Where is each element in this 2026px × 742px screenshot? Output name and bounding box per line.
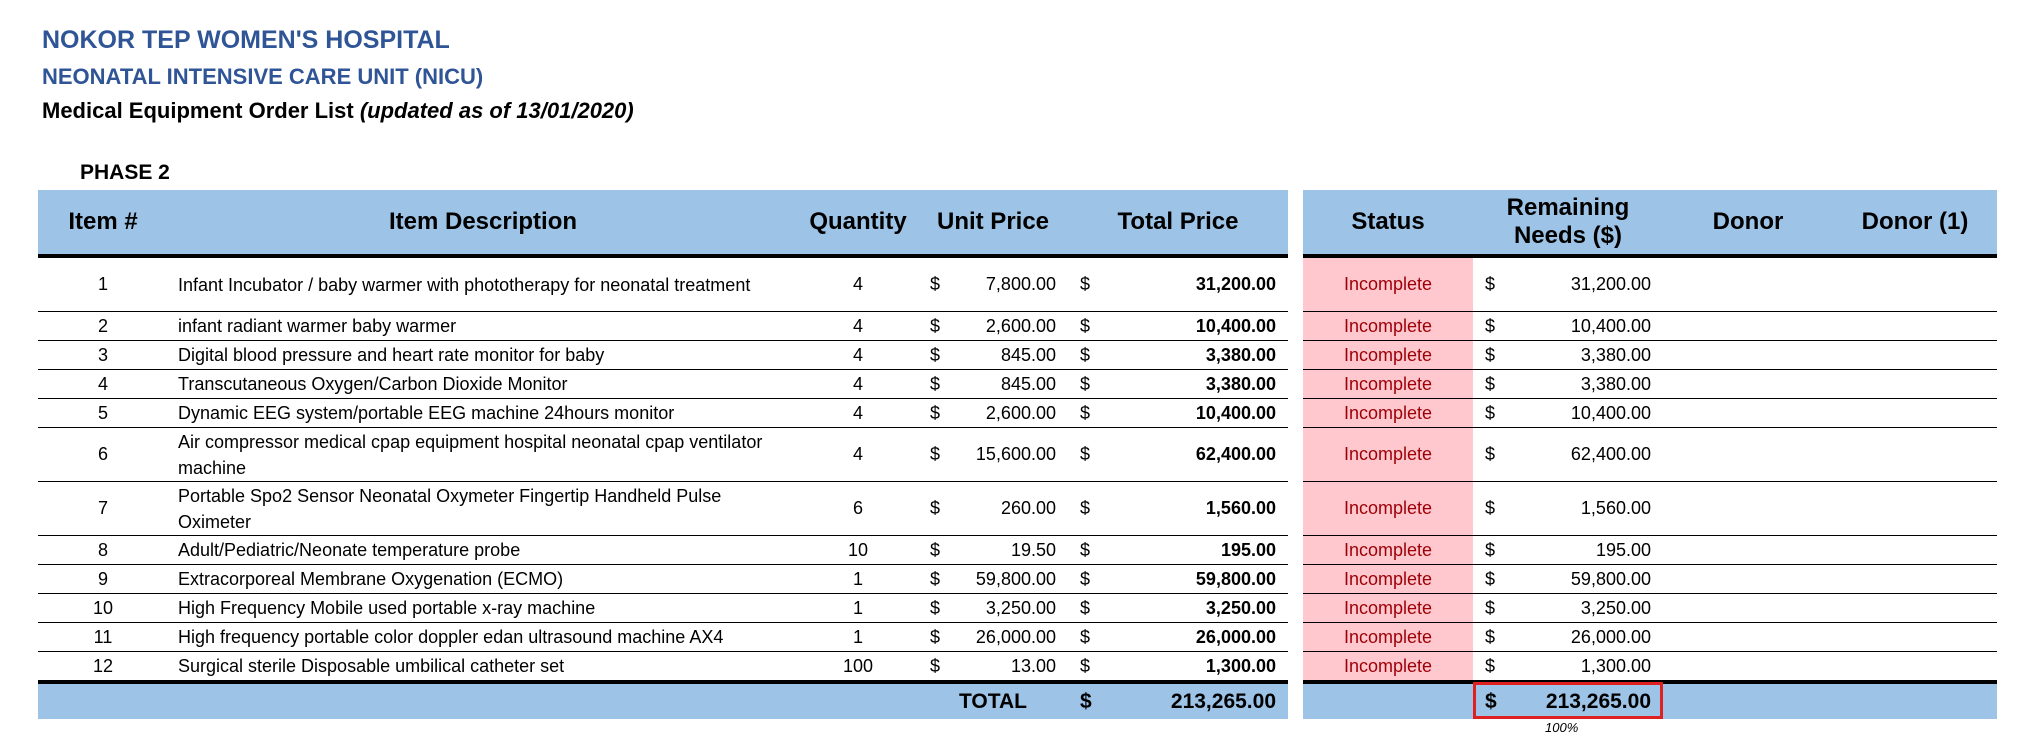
total-price: 3,380.00 bbox=[1104, 370, 1288, 399]
item-description: Infant Incubator / baby warmer with phototherapy for neonatal treatment bbox=[168, 256, 798, 312]
item-number: 8 bbox=[38, 536, 168, 565]
unit-price: 845.00 bbox=[954, 370, 1068, 399]
remaining-needs: 31,200.00 bbox=[1513, 256, 1663, 312]
col-item: Item # bbox=[38, 190, 168, 256]
table-row bbox=[38, 565, 1288, 594]
total-price-currency: $ bbox=[1068, 594, 1104, 623]
remaining-needs: 3,380.00 bbox=[1513, 370, 1663, 399]
remaining-currency: $ bbox=[1473, 312, 1513, 341]
item-quantity: 1 bbox=[798, 594, 918, 623]
status-row bbox=[1303, 652, 1997, 683]
item-number: 1 bbox=[38, 256, 168, 312]
table-row bbox=[38, 652, 1288, 683]
status-row bbox=[1303, 341, 1997, 370]
order-table bbox=[38, 190, 1288, 719]
remaining-currency: $ bbox=[1473, 428, 1513, 482]
remaining-currency: $ bbox=[1473, 594, 1513, 623]
donor1-cell bbox=[1833, 370, 1997, 399]
total-price-currency: $ bbox=[1068, 623, 1104, 652]
total-price-currency: $ bbox=[1068, 652, 1104, 683]
unit-price: 19.50 bbox=[954, 536, 1068, 565]
unit-price-currency: $ bbox=[918, 370, 954, 399]
status-row bbox=[1303, 623, 1997, 652]
unit-price: 2,600.00 bbox=[954, 399, 1068, 428]
donor1-cell bbox=[1833, 536, 1997, 565]
donor1-cell bbox=[1833, 623, 1997, 652]
remaining-total-currency: $ bbox=[1485, 689, 1497, 713]
donor1-cell bbox=[1833, 428, 1997, 482]
total-price: 26,000.00 bbox=[1104, 623, 1288, 652]
status-row bbox=[1303, 370, 1997, 399]
remaining-needs: 10,400.00 bbox=[1513, 312, 1663, 341]
donor-cell bbox=[1663, 399, 1833, 428]
col-description: Item Description bbox=[168, 190, 798, 256]
status-badge: Incomplete bbox=[1303, 312, 1473, 341]
item-number: 11 bbox=[38, 623, 168, 652]
unit-price: 3,250.00 bbox=[954, 594, 1068, 623]
col-status: Status bbox=[1303, 190, 1473, 256]
unit-price-currency: $ bbox=[918, 594, 954, 623]
item-quantity: 10 bbox=[798, 536, 918, 565]
donor1-cell bbox=[1833, 652, 1997, 683]
total-price-currency: $ bbox=[1068, 536, 1104, 565]
status-row bbox=[1303, 399, 1997, 428]
col-donor1: Donor (1) bbox=[1833, 190, 1997, 256]
status-badge: Incomplete bbox=[1303, 370, 1473, 399]
item-quantity: 1 bbox=[798, 623, 918, 652]
table-row bbox=[38, 594, 1288, 623]
total-row bbox=[38, 682, 1288, 719]
remaining-currency: $ bbox=[1473, 623, 1513, 652]
item-description: Extracorporeal Membrane Oxygenation (ECMO) bbox=[168, 565, 798, 594]
total-price: 59,800.00 bbox=[1104, 565, 1288, 594]
donor1-cell bbox=[1833, 482, 1997, 536]
unit-name: NEONATAL INTENSIVE CARE UNIT (NICU) bbox=[42, 64, 484, 89]
status-row bbox=[1303, 428, 1997, 482]
unit-price: 7,800.00 bbox=[954, 256, 1068, 312]
remaining-percent: 100% bbox=[1545, 720, 1579, 735]
item-description: Portable Spo2 Sensor Neonatal Oxymeter Fingertip Handheld Pulse Oximeter bbox=[168, 482, 798, 536]
unit-price: 260.00 bbox=[954, 482, 1068, 536]
donor-cell bbox=[1663, 623, 1833, 652]
col-total-price: Total Price bbox=[1068, 190, 1288, 256]
remaining-needs: 26,000.00 bbox=[1513, 623, 1663, 652]
item-description: Surgical sterile Disposable umbilical catheter set bbox=[168, 652, 798, 683]
item-description: Transcutaneous Oxygen/Carbon Dioxide Monitor bbox=[168, 370, 798, 399]
status-badge: Incomplete bbox=[1303, 594, 1473, 623]
donor-cell bbox=[1663, 428, 1833, 482]
unit-price-currency: $ bbox=[918, 312, 954, 341]
col-donor: Donor bbox=[1663, 190, 1833, 256]
table-row bbox=[38, 399, 1288, 428]
total-price-currency: $ bbox=[1068, 341, 1104, 370]
remaining-total-box bbox=[1473, 682, 1663, 719]
remaining-currency: $ bbox=[1473, 399, 1513, 428]
list-title bbox=[42, 98, 634, 124]
remaining-needs: 195.00 bbox=[1513, 536, 1663, 565]
phase-label: PHASE 2 bbox=[80, 161, 170, 184]
donor1-cell bbox=[1833, 399, 1997, 428]
item-quantity: 6 bbox=[798, 482, 918, 536]
unit-price-currency: $ bbox=[918, 428, 954, 482]
total-price: 31,200.00 bbox=[1104, 256, 1288, 312]
col-remaining-line1: Remaining bbox=[1506, 194, 1630, 221]
unit-price-currency: $ bbox=[918, 536, 954, 565]
remaining-currency: $ bbox=[1473, 482, 1513, 536]
col-remaining bbox=[1473, 190, 1663, 256]
item-quantity: 1 bbox=[798, 565, 918, 594]
unit-price-currency: $ bbox=[918, 565, 954, 594]
remaining-currency: $ bbox=[1473, 652, 1513, 683]
unit-price-currency: $ bbox=[918, 399, 954, 428]
status-badge: Incomplete bbox=[1303, 256, 1473, 312]
status-badge: Incomplete bbox=[1303, 428, 1473, 482]
total-price: 195.00 bbox=[1104, 536, 1288, 565]
item-description: Digital blood pressure and heart rate monitor for baby bbox=[168, 341, 798, 370]
donor1-cell bbox=[1833, 565, 1997, 594]
item-description: Air compressor medical cpap equipment hospital neonatal cpap ventilator machine bbox=[168, 428, 798, 482]
donor1-cell bbox=[1833, 256, 1997, 312]
item-quantity: 100 bbox=[798, 652, 918, 683]
item-quantity: 4 bbox=[798, 341, 918, 370]
status-badge: Incomplete bbox=[1303, 341, 1473, 370]
total-price-currency: $ bbox=[1068, 399, 1104, 428]
donor-cell bbox=[1663, 256, 1833, 312]
table-row bbox=[38, 482, 1288, 536]
total-price-currency: $ bbox=[1068, 428, 1104, 482]
remaining-needs: 1,560.00 bbox=[1513, 482, 1663, 536]
remaining-currency: $ bbox=[1473, 536, 1513, 565]
col-remaining-line2: Needs ($) bbox=[1513, 222, 1623, 249]
unit-price: 26,000.00 bbox=[954, 623, 1068, 652]
item-description: High frequency portable color doppler edan ultrasound machine AX4 bbox=[168, 623, 798, 652]
remaining-needs: 1,300.00 bbox=[1513, 652, 1663, 683]
total-price-currency: $ bbox=[1068, 370, 1104, 399]
unit-price-currency: $ bbox=[918, 256, 954, 312]
status-row bbox=[1303, 536, 1997, 565]
item-quantity: 4 bbox=[798, 256, 918, 312]
item-quantity: 4 bbox=[798, 399, 918, 428]
item-description: Adult/Pediatric/Neonate temperature probe bbox=[168, 536, 798, 565]
order-table-header bbox=[38, 190, 1288, 256]
status-badge: Incomplete bbox=[1303, 536, 1473, 565]
donor1-cell bbox=[1833, 312, 1997, 341]
remaining-currency: $ bbox=[1473, 256, 1513, 312]
status-row bbox=[1303, 482, 1997, 536]
donor-cell bbox=[1663, 565, 1833, 594]
table-row bbox=[38, 623, 1288, 652]
donor-cell bbox=[1663, 341, 1833, 370]
table-row bbox=[38, 341, 1288, 370]
donor-cell bbox=[1663, 370, 1833, 399]
table-row bbox=[38, 370, 1288, 399]
item-number: 5 bbox=[38, 399, 168, 428]
remaining-currency: $ bbox=[1473, 565, 1513, 594]
total-price-currency: $ bbox=[1068, 565, 1104, 594]
donor-cell bbox=[1663, 652, 1833, 683]
unit-price: 2,600.00 bbox=[954, 312, 1068, 341]
donor-cell bbox=[1663, 536, 1833, 565]
donor-cell bbox=[1663, 482, 1833, 536]
total-currency: $ bbox=[1068, 682, 1104, 719]
table-row bbox=[38, 256, 1288, 312]
remaining-total-sum: 213,265.00 bbox=[1545, 689, 1651, 713]
unit-price-currency: $ bbox=[918, 482, 954, 536]
status-badge: Incomplete bbox=[1303, 565, 1473, 594]
item-number: 7 bbox=[38, 482, 168, 536]
item-description: Dynamic EEG system/portable EEG machine 24hours monitor bbox=[168, 399, 798, 428]
total-price: 3,380.00 bbox=[1104, 341, 1288, 370]
item-description: infant radiant warmer baby warmer bbox=[168, 312, 798, 341]
unit-price-currency: $ bbox=[918, 652, 954, 683]
remaining-currency: $ bbox=[1473, 341, 1513, 370]
list-updated: (updated as of 13/01/2020) bbox=[359, 98, 634, 123]
table-row bbox=[38, 428, 1288, 482]
item-number: 6 bbox=[38, 428, 168, 482]
item-number: 9 bbox=[38, 565, 168, 594]
hospital-name: NOKOR TEP WOMEN'S HOSPITAL bbox=[42, 26, 450, 54]
status-badge: Incomplete bbox=[1303, 399, 1473, 428]
total-price-currency: $ bbox=[1068, 312, 1104, 341]
item-number: 2 bbox=[38, 312, 168, 341]
remaining-needs: 3,250.00 bbox=[1513, 594, 1663, 623]
table-row bbox=[38, 312, 1288, 341]
remaining-needs: 59,800.00 bbox=[1513, 565, 1663, 594]
remaining-needs: 62,400.00 bbox=[1513, 428, 1663, 482]
total-price-sum: 213,265.00 bbox=[1104, 682, 1288, 719]
donor1-cell bbox=[1833, 341, 1997, 370]
status-row bbox=[1303, 565, 1997, 594]
status-table bbox=[1303, 190, 1997, 719]
unit-price-currency: $ bbox=[918, 623, 954, 652]
status-badge: Incomplete bbox=[1303, 482, 1473, 536]
col-unit-price: Unit Price bbox=[918, 190, 1068, 256]
donor-cell bbox=[1663, 594, 1833, 623]
total-price: 3,250.00 bbox=[1104, 594, 1288, 623]
table-row bbox=[38, 536, 1288, 565]
status-row bbox=[1303, 256, 1997, 312]
total-price: 62,400.00 bbox=[1104, 428, 1288, 482]
remaining-currency: $ bbox=[1473, 370, 1513, 399]
remaining-total-row bbox=[1303, 682, 1997, 719]
list-title-text: Medical Equipment Order List bbox=[42, 98, 354, 123]
item-number: 10 bbox=[38, 594, 168, 623]
remaining-needs: 3,380.00 bbox=[1513, 341, 1663, 370]
total-price: 1,300.00 bbox=[1104, 652, 1288, 683]
unit-price-currency: $ bbox=[918, 341, 954, 370]
item-description: High Frequency Mobile used portable x-ray machine bbox=[168, 594, 798, 623]
unit-price: 59,800.00 bbox=[954, 565, 1068, 594]
unit-price: 15,600.00 bbox=[954, 428, 1068, 482]
donor-cell bbox=[1663, 312, 1833, 341]
status-row bbox=[1303, 312, 1997, 341]
total-price: 10,400.00 bbox=[1104, 312, 1288, 341]
total-price-currency: $ bbox=[1068, 256, 1104, 312]
item-quantity: 4 bbox=[798, 312, 918, 341]
status-row bbox=[1303, 594, 1997, 623]
total-label: TOTAL bbox=[918, 682, 1068, 719]
donor1-cell bbox=[1833, 594, 1997, 623]
total-price: 1,560.00 bbox=[1104, 482, 1288, 536]
unit-price: 13.00 bbox=[954, 652, 1068, 683]
unit-price: 845.00 bbox=[954, 341, 1068, 370]
item-quantity: 4 bbox=[798, 428, 918, 482]
remaining-needs: 10,400.00 bbox=[1513, 399, 1663, 428]
col-quantity: Quantity bbox=[798, 190, 918, 256]
item-number: 3 bbox=[38, 341, 168, 370]
item-quantity: 4 bbox=[798, 370, 918, 399]
total-price: 10,400.00 bbox=[1104, 399, 1288, 428]
status-badge: Incomplete bbox=[1303, 652, 1473, 683]
status-table-header bbox=[1303, 190, 1997, 256]
item-number: 12 bbox=[38, 652, 168, 683]
status-badge: Incomplete bbox=[1303, 623, 1473, 652]
item-number: 4 bbox=[38, 370, 168, 399]
total-price-currency: $ bbox=[1068, 482, 1104, 536]
